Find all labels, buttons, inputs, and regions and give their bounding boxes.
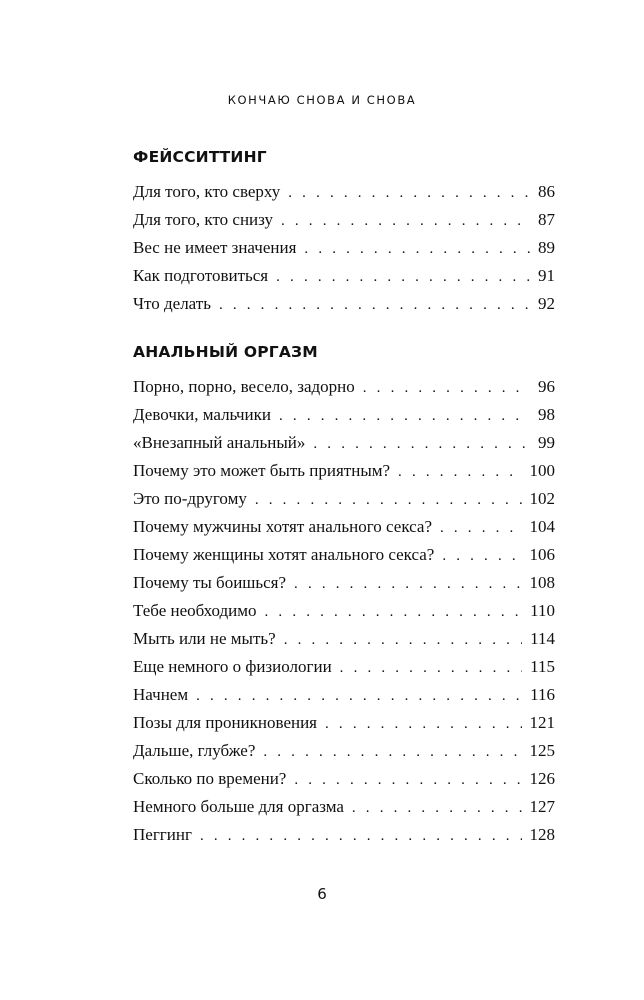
toc-entry-page: 114 [530,629,555,648]
toc-entry-page: 106 [529,545,555,564]
toc-entry-page: 121 [529,713,555,732]
dot-leader [442,542,521,570]
toc-entry-title: Начнем [133,685,189,704]
section-title: АНАЛЬНЫЙ ОРГАЗМ [133,343,318,361]
toc-entry-title: Для того, кто сверху [133,182,281,201]
dot-leader [281,207,530,235]
toc-entry-page: 98 [538,405,555,424]
toc-entry [133,401,555,429]
toc-section [133,339,555,849]
toc-entry [133,290,555,318]
toc-entry [133,737,555,765]
toc-entry-page: 96 [538,377,555,396]
toc-entry-page: 128 [529,825,555,844]
toc-entry [133,625,555,653]
toc-entry [133,569,555,597]
toc-entry [133,765,555,793]
toc-section [133,144,555,318]
toc-entry [133,485,555,513]
dot-leader [276,263,530,291]
toc-entry [133,541,555,569]
toc-entry [133,821,555,849]
toc-entry-title: Как подготовиться [133,266,269,285]
dot-leader [363,374,530,402]
dot-leader [284,626,522,654]
toc-entry-page: 115 [530,657,555,676]
toc-entry-page: 108 [529,573,555,592]
toc-entry-title: Почему это может быть приятным? [133,461,391,480]
toc-entry-title: Позы для проникновения [133,713,318,732]
dot-leader [398,458,521,486]
toc-entry-title: Почему мужчины хотят анального секса? [133,517,432,536]
toc-entry-title: Что делать [133,294,211,313]
toc-entry-title: Это по-другому [133,489,247,508]
dot-leader [304,235,530,263]
toc-entry-title: Почему женщины хотят анального секса? [133,545,435,564]
page-number: 6 [317,885,327,903]
dot-leader [196,682,522,710]
toc-entry-title: Девочки, мальчики [133,405,272,424]
dot-leader [340,654,522,682]
dot-leader [440,514,522,542]
toc-entry-title: Еще немного о физиологии [133,657,332,676]
toc-entry-page: 104 [529,517,555,536]
dot-leader [255,486,522,514]
dot-leader [263,738,521,766]
toc-entry [133,681,555,709]
section-title: ФЕЙССИТТИНГ [133,148,267,166]
toc-entry-page: 100 [529,461,555,480]
toc-entry-title: Тебе необходимо [133,601,257,620]
toc-entry [133,793,555,821]
dot-leader [200,822,522,850]
toc-entry [133,709,555,737]
toc-entry-page: 125 [529,741,555,760]
toc-entry-title: Дальше, глубже? [133,741,256,760]
dot-leader [313,430,530,458]
toc-entry [133,653,555,681]
toc-entry [133,234,555,262]
toc-entry [133,373,555,401]
toc-entry-page: 89 [538,238,555,257]
toc-entry-page: 92 [538,294,555,313]
dot-leader [265,598,523,626]
toc-entry-page: 110 [530,601,555,620]
dot-leader [219,291,530,319]
toc-entry-title: Почему ты боишься? [133,573,287,592]
dot-leader [279,402,530,430]
toc-entry-page: 102 [529,489,555,508]
toc-entry-page: 126 [529,769,555,788]
toc-entry-title: Для того, кто снизу [133,210,273,229]
toc-entry-title: Немного больше для оргазма [133,797,344,816]
toc-entry-page: 86 [538,182,555,201]
dot-leader [352,794,522,822]
toc-entry-title: Пеггинг [133,825,192,844]
toc-entry-list [133,178,555,318]
toc-entry [133,597,555,625]
toc-entry-page: 87 [538,210,555,229]
toc-entry-page: 99 [538,433,555,452]
toc-entry-title: Сколько по времени? [133,769,287,788]
toc-entry-page: 116 [530,685,555,704]
toc-entry-page: 91 [538,266,555,285]
dot-leader [288,179,530,207]
toc-entry [133,178,555,206]
toc-entry [133,429,555,457]
toc-entry-list [133,373,555,849]
toc-entry [133,513,555,541]
toc-entry [133,262,555,290]
toc-entry-title: Вес не имеет значения [133,238,297,257]
running-head: КОНЧАЮ СНОВА И СНОВА [227,93,417,107]
toc-entry [133,457,555,485]
toc-entry-page: 127 [529,797,555,816]
dot-leader [325,710,521,738]
dot-leader [294,570,521,598]
dot-leader [294,766,521,794]
toc-entry [133,206,555,234]
toc-entry-title: «Внезапный анальный» [133,433,306,452]
toc-entry-title: Порно, порно, весело, задорно [133,377,355,396]
toc-entry-title: Мыть или не мыть? [133,629,276,648]
